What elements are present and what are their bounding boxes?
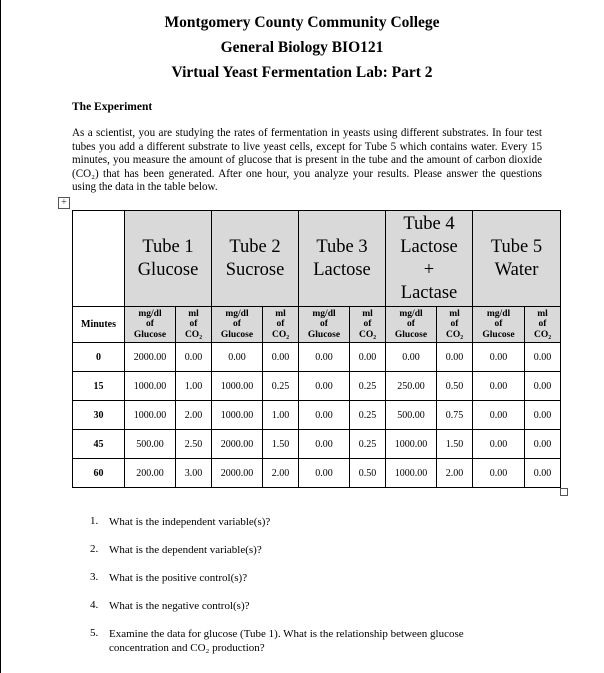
co2-value-cell: 0.00 bbox=[525, 401, 561, 430]
co2-value-cell: 0.25 bbox=[350, 430, 386, 459]
table-row bbox=[73, 343, 561, 372]
tube-3-header: Tube 3 Lactose bbox=[299, 211, 386, 307]
question-number: 5. bbox=[90, 627, 99, 639]
tube-2-header: Tube 2 Sucrose bbox=[212, 211, 299, 307]
table-resize-handle-icon[interactable] bbox=[560, 488, 568, 496]
co2-value-cell: 1.50 bbox=[263, 430, 299, 459]
co2-value-cell: 0.00 bbox=[525, 459, 561, 488]
data-rows bbox=[73, 343, 561, 488]
units-row bbox=[73, 307, 561, 343]
co2-value-cell: 0.25 bbox=[350, 372, 386, 401]
glucose-value-cell: 0.00 bbox=[473, 343, 525, 372]
unit-co2: ml of CO₂ bbox=[176, 307, 212, 343]
unit-co2: ml of CO₂ bbox=[525, 307, 561, 343]
glucose-value-cell: 250.00 bbox=[386, 372, 437, 401]
co2-value-cell: 1.00 bbox=[176, 372, 212, 401]
co2-value-cell: 3.00 bbox=[176, 459, 212, 488]
results-table bbox=[72, 210, 561, 488]
unit-co2: ml of CO₂ bbox=[263, 307, 299, 343]
co2-value-cell: 0.00 bbox=[525, 343, 561, 372]
glucose-value-cell: 1000.00 bbox=[212, 372, 263, 401]
co2-value-cell: 0.00 bbox=[437, 343, 473, 372]
question-number: 1. bbox=[90, 515, 99, 527]
co2-value-cell: 2.00 bbox=[176, 401, 212, 430]
co2-value-cell: 0.25 bbox=[263, 372, 299, 401]
glucose-value-cell: 0.00 bbox=[212, 343, 263, 372]
minutes-cell: 0 bbox=[73, 343, 125, 372]
glucose-value-cell: 0.00 bbox=[299, 372, 350, 401]
glucose-value-cell: 2000.00 bbox=[125, 343, 176, 372]
glucose-value-cell: 500.00 bbox=[386, 401, 437, 430]
glucose-value-cell: 0.00 bbox=[299, 430, 350, 459]
question-number: 3. bbox=[90, 571, 99, 583]
glucose-value-cell: 0.00 bbox=[473, 459, 525, 488]
co2-value-cell: 0.00 bbox=[176, 343, 212, 372]
glucose-value-cell: 200.00 bbox=[125, 459, 176, 488]
co2-value-cell: 0.00 bbox=[525, 372, 561, 401]
glucose-value-cell: 0.00 bbox=[299, 401, 350, 430]
question-text: What is the dependent variable(s)? bbox=[109, 544, 262, 556]
glucose-value-cell: 2000.00 bbox=[212, 430, 263, 459]
glucose-value-cell: 0.00 bbox=[386, 343, 437, 372]
minutes-header: Minutes bbox=[73, 307, 125, 343]
glucose-value-cell: 1000.00 bbox=[125, 372, 176, 401]
co2-value-cell: 0.00 bbox=[263, 343, 299, 372]
co2-value-cell: 2.00 bbox=[263, 459, 299, 488]
co2-value-cell: 1.00 bbox=[263, 401, 299, 430]
co2-value-cell: 0.00 bbox=[525, 430, 561, 459]
unit-glucose: mg/dl of Glucose bbox=[299, 307, 350, 343]
glucose-value-cell: 1000.00 bbox=[212, 401, 263, 430]
table-row bbox=[73, 430, 561, 459]
unit-glucose: mg/dl of Glucose bbox=[386, 307, 437, 343]
blank-header-cell bbox=[73, 211, 125, 307]
glucose-value-cell: 1000.00 bbox=[386, 459, 437, 488]
tube-4-header: Tube 4 Lactose + Lactase bbox=[386, 211, 473, 307]
unit-glucose: mg/dl of Glucose bbox=[125, 307, 176, 343]
glucose-value-cell: 500.00 bbox=[125, 430, 176, 459]
co2-value-cell: 1.50 bbox=[437, 430, 473, 459]
co2-value-cell: 0.50 bbox=[437, 372, 473, 401]
glucose-value-cell: 0.00 bbox=[299, 459, 350, 488]
co2-value-cell: 0.75 bbox=[437, 401, 473, 430]
course-name: General Biology BIO121 bbox=[220, 39, 384, 56]
table-row bbox=[73, 401, 561, 430]
co2-value-cell: 0.25 bbox=[350, 401, 386, 430]
glucose-value-cell: 0.00 bbox=[473, 401, 525, 430]
co2-value-cell: 2.50 bbox=[176, 430, 212, 459]
glucose-value-cell: 1000.00 bbox=[386, 430, 437, 459]
unit-glucose: mg/dl of Glucose bbox=[473, 307, 525, 343]
college-name: Montgomery County Community College bbox=[164, 14, 440, 31]
page-margin-line bbox=[0, 0, 1, 673]
question-text: What is the negative control(s)? bbox=[109, 600, 250, 612]
tube-5-header: Tube 5 Water bbox=[473, 211, 561, 307]
lab-title: Virtual Yeast Fermentation Lab: Part 2 bbox=[171, 64, 433, 81]
glucose-value-cell: 0.00 bbox=[299, 343, 350, 372]
table-row bbox=[73, 372, 561, 401]
co2-value-cell: 2.00 bbox=[437, 459, 473, 488]
unit-glucose: mg/dl of Glucose bbox=[212, 307, 263, 343]
document-header bbox=[0, 10, 604, 85]
table-move-handle-icon[interactable]: + bbox=[58, 197, 70, 209]
glucose-value-cell: 2000.00 bbox=[212, 459, 263, 488]
co2-value-cell: 0.00 bbox=[350, 343, 386, 372]
co2-value-cell: 0.50 bbox=[350, 459, 386, 488]
glucose-value-cell: 0.00 bbox=[473, 430, 525, 459]
intro-paragraph: As a scientist, you are studying the rates of fermentation in yeasts using different substrates. In four test tubes you add a different substrate to live yeast cells, except for Tube 5 which contains water. Every 15 minutes, you measure the amount of glucose that is present in the tube and the amount of carbon dioxide (CO₂) that has been generated. After one hour, you analyze your results. Please answer the questions using the data in the table below. bbox=[72, 127, 542, 194]
minutes-cell: 60 bbox=[73, 459, 125, 488]
unit-co2: ml of CO₂ bbox=[437, 307, 473, 343]
minutes-cell: 30 bbox=[73, 401, 125, 430]
question-text-continued: concentration and CO₂ production? bbox=[109, 642, 265, 654]
question-text: Examine the data for glucose (Tube 1). What is the relationship between glucose bbox=[109, 628, 464, 640]
glucose-value-cell: 0.00 bbox=[473, 372, 525, 401]
question-number: 4. bbox=[90, 599, 99, 611]
table-row bbox=[73, 459, 561, 488]
question-text: What is the positive control(s)? bbox=[109, 572, 248, 584]
section-title: The Experiment bbox=[72, 101, 153, 113]
glucose-value-cell: 1000.00 bbox=[125, 401, 176, 430]
minutes-cell: 45 bbox=[73, 430, 125, 459]
minutes-cell: 15 bbox=[73, 372, 125, 401]
question-text: What is the independent variable(s)? bbox=[109, 516, 271, 528]
tube-1-header: Tube 1 Glucose bbox=[125, 211, 212, 307]
question-number: 2. bbox=[90, 543, 99, 555]
unit-co2: ml of CO₂ bbox=[350, 307, 386, 343]
